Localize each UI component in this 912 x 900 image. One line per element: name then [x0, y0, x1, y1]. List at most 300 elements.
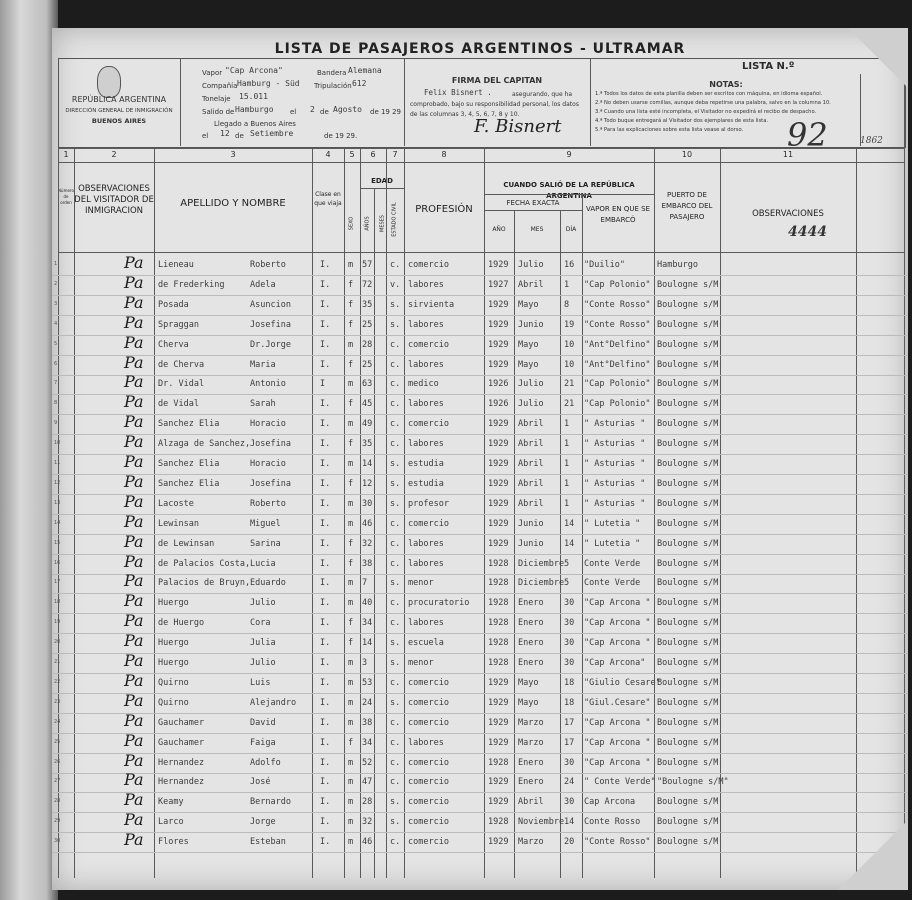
cell-dia: 1	[564, 439, 570, 450]
visitor-mark: Pa	[124, 332, 144, 352]
cell-nombre: Faiga	[250, 737, 276, 748]
cell-anio: 1929	[488, 439, 509, 450]
cell-profesion: profesor	[408, 498, 449, 509]
row-number: 7	[54, 380, 58, 387]
row-number: 15	[54, 539, 61, 546]
cell-puerto: Boulogne s/M	[657, 697, 719, 708]
cell-sexo: f	[348, 737, 354, 748]
col-header-dia: DÍA	[565, 226, 577, 233]
cell-vapor: "Cap Arcona "	[584, 757, 651, 768]
cell-nombre: Bernardo	[250, 797, 291, 808]
handwritten-list-number: 92	[787, 116, 828, 154]
cell-puerto: Boulogne s/M	[657, 638, 719, 649]
cell-puerto: Boulogne s/M	[657, 757, 719, 768]
cell-vapor: "Conte Rosso"	[584, 299, 651, 310]
cell-estado: c.	[390, 359, 401, 370]
cell-clase: I	[320, 379, 326, 390]
cell-clase: I.	[320, 538, 331, 549]
cell-estado: s.	[390, 319, 401, 330]
cell-apellido: de Vidal	[158, 399, 199, 410]
cell-sexo: m	[348, 817, 354, 828]
cell-estado: c.	[390, 518, 401, 529]
cell-edad: 53	[362, 677, 373, 688]
observaciones-number: 4444	[788, 224, 827, 240]
tripulacion-label: Tripulación	[314, 82, 352, 90]
facing-page-edge	[0, 0, 61, 900]
cell-apellido: Huergo	[158, 658, 189, 668]
cell-edad: 38	[362, 558, 373, 569]
visitor-mark: Pa	[124, 670, 144, 690]
table-row	[52, 573, 908, 594]
cell-anio: 1929	[488, 299, 509, 310]
cell-dia: 30	[564, 797, 575, 808]
cell-vapor: "Duilio"	[584, 260, 625, 270]
cell-mes: Enero	[518, 658, 544, 668]
compania-label: Compañía	[202, 82, 238, 90]
cell-anio: 1928	[488, 618, 509, 629]
tonelaje-value: 15.011	[239, 92, 268, 101]
firma-name: Felix Bisnert .	[424, 88, 492, 97]
cell-clase: I.	[320, 677, 331, 688]
cell-profesion: estudia	[408, 478, 444, 489]
cell-dia: 5	[564, 578, 570, 589]
cell-nombre: Julio	[250, 658, 276, 668]
table-row	[52, 750, 908, 774]
row-number: 2	[54, 280, 58, 287]
cell-mes: Diciembre	[518, 578, 565, 589]
table-row	[52, 690, 908, 714]
llegado-mes: Setiembre	[250, 129, 294, 138]
row-number: 4	[54, 320, 58, 327]
cell-clase: I.	[320, 717, 331, 728]
llegado-anio: de 19 29.	[324, 132, 358, 140]
cell-profesion: comercio	[408, 419, 449, 430]
salido-de: de	[320, 108, 329, 116]
cell-sexo: m	[348, 379, 354, 390]
cell-sexo: m	[348, 797, 354, 808]
cell-vapor: "Conte Rosso"	[584, 319, 651, 330]
col-num-8: 8	[441, 150, 447, 159]
cell-profesion: comercio	[408, 260, 449, 270]
cell-apellido: Quirno	[158, 677, 189, 688]
cell-estado: c.	[390, 717, 401, 728]
visitor-mark: Pa	[124, 830, 144, 850]
row-number: 1	[54, 261, 58, 267]
cell-clase: I.	[320, 598, 331, 609]
table-row	[52, 292, 908, 316]
cell-anio: 1928	[488, 558, 509, 569]
salido-mes: Agosto	[333, 105, 362, 114]
table-row	[52, 653, 908, 674]
col-header-anios: AÑOS	[364, 216, 371, 231]
cell-dia: 30	[564, 658, 575, 668]
cell-edad: 46	[362, 837, 373, 848]
cell-anio: 1929	[488, 538, 509, 549]
cell-estado: s.	[390, 578, 401, 589]
col-num-7: 7	[392, 150, 398, 159]
cell-profesion: labores	[408, 439, 444, 450]
cell-anio: 1929	[488, 498, 509, 509]
visitor-mark: Pa	[124, 710, 144, 730]
cell-sexo: m	[348, 459, 354, 469]
cell-dia: 1	[564, 459, 570, 469]
cell-puerto: Boulogne s/M	[657, 379, 719, 390]
salido-anio: de 19 29	[370, 108, 402, 116]
cell-profesion: comercio	[408, 797, 449, 808]
col-header-clase: Clase en que viaja	[314, 191, 342, 207]
salido-el: el	[290, 108, 297, 116]
cell-dia: 1	[564, 419, 570, 430]
cell-clase: I.	[320, 837, 331, 848]
row-number: 27	[54, 778, 61, 785]
cell-mes: Abril	[518, 459, 544, 469]
cell-dia: 10	[564, 359, 575, 370]
cell-mes: Mayo	[518, 677, 539, 688]
cell-dia: 5	[564, 558, 570, 569]
row-number: 29	[54, 818, 61, 825]
cell-anio: 1926	[488, 379, 509, 390]
table-row	[52, 531, 908, 555]
cell-vapor: "Conte Rosso"	[584, 837, 651, 848]
firma-text-3: de las columnas 3, 4, 5, 6, 7, 8 y 10.	[410, 111, 520, 118]
cell-edad: 40	[362, 598, 373, 609]
cell-edad: 38	[362, 717, 373, 728]
nota-item: 5.ª Para las explicaciones sobre esta lista vease al dorso.	[595, 127, 744, 133]
cell-edad: 57	[362, 260, 373, 270]
cell-vapor: "Cap Polonio"	[584, 399, 651, 410]
cell-sexo: m	[348, 578, 354, 589]
cell-estado: c.	[390, 339, 401, 350]
visitor-mark: Pa	[124, 491, 144, 511]
cell-puerto: Boulogne s/M	[657, 319, 719, 330]
col-header-sexo: SEXO	[348, 216, 355, 231]
cell-clase: I.	[320, 439, 331, 450]
table-row	[52, 812, 908, 833]
tripulacion-value: 612	[352, 79, 367, 88]
row-number: 19	[54, 619, 61, 626]
col-header-mes: MES	[530, 226, 544, 233]
col-num-11: 11	[782, 150, 794, 159]
corner-protector-top	[848, 28, 908, 88]
cell-apellido: de Cherva	[158, 359, 205, 370]
cell-clase: I.	[320, 558, 331, 569]
cell-clase: I.	[320, 638, 331, 649]
cell-apellido: de Huergo	[158, 618, 205, 629]
visitor-mark: Pa	[124, 611, 144, 631]
cell-dia: 18	[564, 697, 575, 708]
cell-anio: 1928	[488, 817, 509, 828]
visitor-mark: Pa	[124, 631, 144, 651]
col-num-5: 5	[349, 150, 355, 159]
cell-apellido: de Frederking	[158, 279, 225, 290]
cell-clase: I.	[320, 399, 331, 410]
cell-apellido: de Lewinsan	[158, 538, 215, 549]
cell-apellido: Gauchamer	[158, 717, 205, 728]
row-number: 20	[54, 639, 61, 646]
cell-clase: I.	[320, 339, 331, 350]
cell-profesion: menor	[408, 658, 434, 668]
col-header-cuando-salio: CUANDO SALIÓ DE LA REPÚBLICA ARGENTINA	[503, 181, 635, 200]
cell-profesion: comercio	[408, 837, 449, 848]
cell-edad: 34	[362, 737, 373, 748]
page-title: LISTA DE PASAJEROS ARGENTINOS - ULTRAMAR	[274, 41, 686, 57]
cell-nombre: Cora	[250, 618, 271, 629]
cell-puerto: Boulogne s/M	[657, 737, 719, 748]
cell-sexo: f	[348, 478, 354, 489]
agency-name: DIRECCIÓN GENERAL DE INMIGRACIÓN	[65, 108, 173, 114]
cell-clase: I.	[320, 518, 331, 529]
table-row	[52, 394, 908, 415]
table-row	[52, 374, 908, 395]
cell-dia: 18	[564, 677, 575, 688]
cell-profesion: comercio	[408, 757, 449, 768]
cell-dia: 17	[564, 717, 575, 728]
cell-dia: 1	[564, 478, 570, 489]
row-number: 9	[54, 420, 58, 427]
cell-apellido: Posada	[158, 299, 189, 310]
cell-edad: 45	[362, 399, 373, 410]
cell-mes: Junio	[518, 518, 544, 529]
cell-sexo: f	[348, 299, 354, 310]
cell-puerto: Boulogne s/M	[657, 359, 719, 370]
cell-dia: 1	[564, 279, 570, 290]
cell-sexo: f	[348, 538, 354, 549]
cell-dia: 1	[564, 498, 570, 509]
cell-estado: s.	[390, 498, 401, 509]
cell-nombre: Antonio	[250, 379, 286, 390]
cell-clase: I.	[320, 359, 331, 370]
col-header-anio: AÑO	[492, 226, 506, 233]
cell-dia: 30	[564, 638, 575, 649]
cell-mes: Julio	[518, 260, 544, 270]
table-row	[52, 730, 908, 754]
cell-estado: c.	[390, 538, 401, 549]
visitor-mark: Pa	[124, 551, 144, 571]
cell-edad: 35	[362, 299, 373, 310]
cell-edad: 7	[362, 578, 368, 589]
lista-number-label: LISTA N.º	[742, 61, 795, 72]
table-row	[52, 312, 908, 336]
table-row	[52, 832, 908, 853]
visitor-mark: Pa	[124, 372, 144, 392]
row-number: 8	[54, 400, 58, 407]
cell-sexo: m	[348, 677, 354, 688]
cell-sexo: m	[348, 518, 354, 529]
visitor-mark: Pa	[124, 790, 144, 810]
compania-value: Hamburg - Süd	[237, 79, 300, 88]
cell-profesion: labores	[408, 737, 444, 748]
cell-clase: I.	[320, 578, 331, 589]
cell-estado: s.	[390, 299, 401, 310]
cell-dia: 17	[564, 737, 575, 748]
row-number: 24	[54, 718, 61, 725]
salido-label: Salido de	[202, 108, 235, 116]
cell-mes: Junio	[518, 538, 544, 549]
cell-estado: c.	[390, 737, 401, 748]
cell-estado: c.	[390, 618, 401, 629]
cell-nombre: Asuncion	[250, 299, 291, 310]
passenger-list-sheet	[52, 28, 908, 890]
row-number: 10	[54, 440, 61, 447]
cell-edad: 14	[362, 638, 373, 649]
cell-anio: 1926	[488, 399, 509, 410]
cell-estado: s.	[390, 797, 401, 808]
row-number: 25	[54, 738, 61, 745]
cell-anio: 1929	[488, 717, 509, 728]
row-number: 11	[54, 460, 61, 466]
cell-nombre: Horacio	[250, 459, 286, 469]
firma-text-2: comprobado, bajo su responsibilidad personal, los datos	[410, 101, 579, 108]
table-row	[52, 593, 908, 614]
cell-profesion: comercio	[408, 677, 449, 688]
cell-mes: Abril	[518, 498, 544, 509]
cell-anio: 1928	[488, 757, 509, 768]
cell-sexo: f	[348, 399, 354, 410]
cell-vapor: " Lutetia "	[584, 518, 641, 529]
cell-puerto: Boulogne s/M	[657, 439, 719, 450]
cell-estado: c.	[390, 757, 401, 768]
cell-profesion: medico	[408, 379, 439, 390]
visitor-mark: Pa	[124, 750, 144, 770]
cell-estado: c.	[390, 260, 401, 270]
cell-puerto: Boulogne s/M	[657, 598, 719, 609]
cell-apellido: Flores	[158, 837, 189, 848]
cell-sexo: m	[348, 260, 354, 270]
cell-nombre: Jorge	[250, 817, 276, 828]
nota-item: 4.ª Todo buque entregará al Visitador dos ejemplares de esta lista.	[595, 118, 769, 124]
llegado-de: de	[235, 132, 244, 140]
row-number: 6	[54, 360, 58, 367]
llegado-dia: 12	[220, 129, 230, 138]
cell-clase: I.	[320, 319, 331, 330]
visitor-mark: Pa	[124, 292, 144, 312]
cell-clase: I.	[320, 618, 331, 629]
cell-anio: 1928	[488, 598, 509, 609]
col-header-puerto: PUERTO DE EMBARCO DEL PASAJERO	[661, 191, 713, 221]
col-header-estado: ESTADO CIVIL	[391, 202, 398, 237]
cell-apellido: Alzaga de Sanchez,	[158, 439, 251, 450]
cell-dia: 30	[564, 598, 575, 609]
col-header-apellido: APELLIDO Y NOMBRE	[180, 198, 286, 209]
row-number: 16	[54, 559, 61, 566]
cell-anio: 1929	[488, 459, 509, 469]
col-header-observaciones-visitador: OBSERVACIONES DEL VISITADOR DE INMIGRACION	[74, 184, 154, 216]
cell-nombre: Dr.Jorge	[250, 339, 291, 350]
visitor-mark: Pa	[124, 810, 144, 830]
cell-puerto: Boulogne s/M	[657, 339, 719, 350]
cell-nombre: Josefina	[250, 319, 291, 330]
cell-estado: s.	[390, 697, 401, 708]
table-row	[52, 633, 908, 654]
cell-estado: s.	[390, 658, 401, 668]
notas-title: NOTAS:	[709, 80, 743, 89]
cell-anio: 1929	[488, 359, 509, 370]
cell-puerto: Boulogne s/M	[657, 498, 719, 509]
bandera-label: Bandera	[317, 69, 347, 77]
cell-dia: 24	[564, 777, 575, 788]
visitor-mark: Pa	[124, 471, 144, 491]
cell-edad: 46	[362, 518, 373, 529]
cell-vapor: "Cap Arcona "	[584, 717, 651, 728]
cell-dia: 30	[564, 618, 575, 629]
table-row	[52, 352, 908, 376]
corner-number: 1862	[860, 136, 883, 146]
cell-puerto: Boulogne s/M	[657, 518, 719, 529]
cell-apellido: de Palacios Costa,	[158, 558, 251, 569]
cell-apellido: Lieneau	[158, 260, 194, 270]
cell-puerto: Boulogne s/M	[657, 538, 719, 549]
cell-vapor: "Cap Arcona "	[584, 618, 651, 629]
cell-apellido: Lewinsan	[158, 518, 199, 529]
cell-apellido: Dr. Vidal	[158, 379, 205, 390]
cell-dia: 10	[564, 339, 575, 350]
row-number: 5	[54, 340, 58, 347]
cell-sexo: f	[348, 638, 354, 649]
cell-profesion: estudia	[408, 459, 444, 469]
cell-anio: 1929	[488, 339, 509, 350]
cell-profesion: comercio	[408, 697, 449, 708]
cell-puerto: Boulogne s/M	[657, 279, 719, 290]
cell-estado: c.	[390, 837, 401, 848]
row-number: 13	[54, 499, 61, 506]
cell-clase: I.	[320, 777, 331, 788]
cell-anio: 1929	[488, 837, 509, 848]
cell-profesion: comercio	[408, 717, 449, 728]
cell-puerto: Boulogne s/M	[657, 717, 719, 728]
cell-vapor: "Cap Arcona "	[584, 737, 651, 748]
cell-dia: 8	[564, 299, 570, 310]
cell-vapor: " Asturias "	[584, 419, 646, 430]
cell-sexo: m	[348, 837, 354, 848]
cell-anio: 1929	[488, 478, 509, 489]
cell-estado: s.	[390, 817, 401, 828]
cell-anio: 1927	[488, 279, 509, 290]
cell-dia: 21	[564, 379, 575, 390]
cell-puerto: Boulogne s/M	[657, 618, 719, 629]
nota-item: 3.ª Cuando una lista esté incompleta, el Visitador no expedirá el recibo de despacho.	[595, 109, 817, 115]
cell-mes: Abril	[518, 439, 544, 450]
cell-vapor: " Asturias "	[584, 498, 646, 509]
cell-apellido: Hernandez	[158, 777, 205, 788]
cell-profesion: menor	[408, 578, 434, 589]
cell-puerto: Boulogne s/M	[657, 399, 719, 410]
cell-clase: I.	[320, 658, 331, 668]
row-number: 18	[54, 599, 61, 606]
cell-mes: Enero	[518, 618, 544, 629]
salido-value: Hamburgo	[235, 105, 274, 114]
table-row	[52, 272, 908, 296]
cell-anio: 1928	[488, 578, 509, 589]
table-row	[52, 471, 908, 495]
cell-puerto: Boulogne s/M	[657, 299, 719, 310]
cell-clase: I.	[320, 279, 331, 290]
visitor-mark: Pa	[124, 651, 144, 670]
cell-nombre: Adolfo	[250, 757, 281, 768]
visitor-mark: Pa	[124, 253, 144, 272]
cell-clase: I.	[320, 737, 331, 748]
cell-nombre: Julia	[250, 638, 276, 649]
cell-estado: c.	[390, 419, 401, 430]
cell-dia: 14	[564, 817, 575, 828]
cell-dia: 20	[564, 837, 575, 848]
cell-puerto: Boulogne s/M	[657, 478, 719, 489]
cell-nombre: Josefina	[250, 439, 291, 450]
salido-dia: 2	[310, 105, 315, 114]
cell-vapor: " Conte Verde"	[584, 777, 656, 788]
visitor-mark: Pa	[124, 511, 144, 531]
cell-sexo: m	[348, 419, 354, 430]
visitor-mark: Pa	[124, 312, 144, 332]
